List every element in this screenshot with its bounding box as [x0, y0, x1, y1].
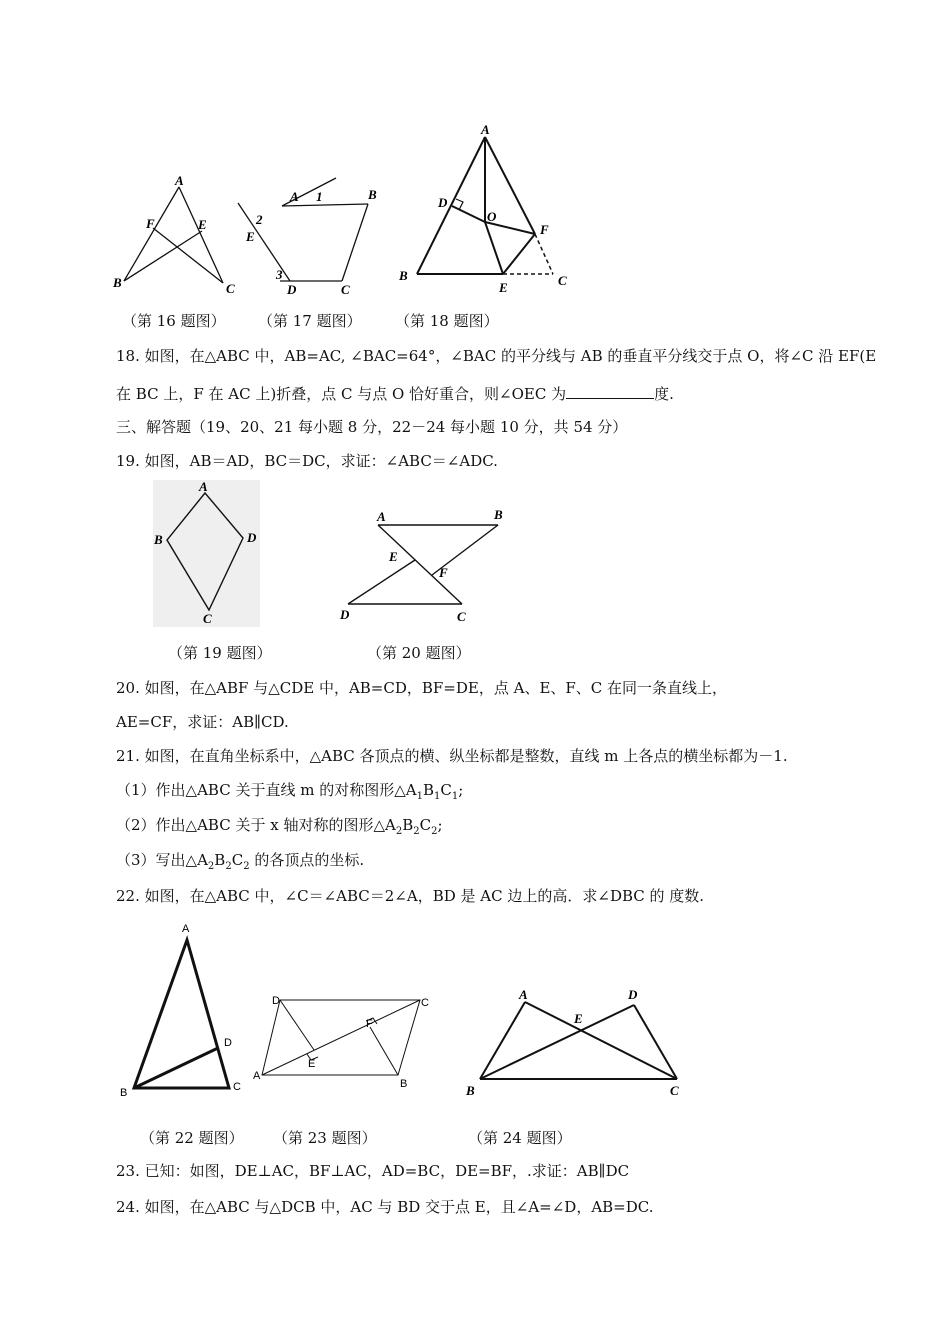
- label-c: C: [457, 609, 466, 624]
- label-d: D: [224, 1037, 232, 1049]
- q19-text: 19. 如图，AB＝AD，BC＝DC，求证：∠ABC＝∠ADC.: [116, 452, 498, 470]
- label-b: B: [494, 507, 503, 522]
- figure-23: [250, 990, 440, 1095]
- label-a: A: [519, 987, 528, 1002]
- caption-17: （第 17 题图）: [258, 312, 362, 330]
- q23-text: 23. 已知：如图，DE⊥AC，BF⊥AC，AD=BC，DE=BF，.求证：AB∥DC: [116, 1162, 630, 1180]
- label-d: D: [438, 195, 448, 210]
- answer-blank: [566, 384, 654, 399]
- figure-17: [230, 170, 390, 300]
- q21-part2: （2）作出△ABC 关于 x 轴对称的图形$\triangle A_2B_2C_2$;: [116, 816, 443, 837]
- label-c: C: [421, 997, 429, 1009]
- label-c: C: [670, 1083, 679, 1098]
- label-d: D: [340, 607, 350, 622]
- caption-20: （第 20 题图）: [367, 644, 471, 662]
- caption-16: （第 16 题图）: [122, 312, 226, 330]
- q24-text: 24. 如图，在△ABC 与△DCB 中，AC 与 BD 交于点 E，且∠A=∠D，AB=DC.: [116, 1198, 654, 1216]
- angle-2-label: 2: [256, 212, 263, 227]
- q20-line1: 20. 如图，在△ABF 与△CDE 中，AB=CD，BF=DE，点 A、E、F、C 在同一条直线上，: [116, 679, 728, 697]
- figure-20: [335, 505, 515, 630]
- label-e: E: [198, 217, 207, 232]
- label-e: E: [499, 280, 508, 295]
- label-d: D: [628, 987, 638, 1002]
- label-a: A: [481, 122, 490, 137]
- label-e: E: [389, 549, 398, 564]
- caption-18: （第 18 题图）: [395, 312, 499, 330]
- label-a: A: [199, 480, 208, 494]
- label-d: D: [247, 530, 257, 545]
- label-c: C: [233, 1081, 241, 1093]
- figure-22: [112, 918, 252, 1103]
- label-o: O: [487, 209, 497, 224]
- label-f: F: [439, 565, 448, 580]
- figure-18: [395, 122, 585, 300]
- label-e: E: [574, 1011, 583, 1026]
- label-b: B: [466, 1083, 475, 1098]
- angle-1-label: 1: [316, 189, 323, 204]
- q21-part1: （1）作出△ABC 关于直线 m 的对称图形$\triangle A_1B_1C_1$;: [116, 781, 464, 802]
- label-a: A: [175, 173, 184, 188]
- caption-22: （第 22 题图）: [140, 1129, 244, 1147]
- label-a: A: [182, 923, 190, 935]
- q21-stem: 21. 如图，在直角坐标系中，△ABC 各顶点的横、纵坐标都是整数，直线 m 上各点的横坐标都为－1.: [116, 747, 788, 765]
- label-f: F: [146, 216, 155, 231]
- caption-19: （第 19 题图）: [168, 644, 272, 662]
- label-b: B: [120, 1087, 128, 1099]
- label-d: D: [272, 995, 280, 1007]
- figure-16: [108, 170, 243, 300]
- label-c: C: [558, 273, 567, 288]
- label-b: B: [113, 275, 122, 290]
- label-a: A: [290, 189, 299, 204]
- q21-part3: （3）写出$\triangle A_2B_2C_2$ 的各顶点的坐标.: [116, 851, 365, 872]
- q18-line1: 18. 如图，在△ABC 中，AB=AC, ∠BAC=64°，∠BAC 的平分线与 AB 的垂直平分线交于点 O，将∠C 沿 EF(E: [116, 347, 877, 365]
- caption-23: （第 23 题图）: [273, 1129, 377, 1147]
- label-b: B: [399, 268, 408, 283]
- label-c: C: [341, 282, 350, 297]
- label-b: B: [400, 1078, 408, 1090]
- label-d: D: [287, 282, 297, 297]
- q20-line2: AE=CF，求证：AB∥CD.: [116, 713, 289, 731]
- label-c: C: [203, 611, 212, 626]
- label-b: B: [154, 532, 163, 547]
- label-a: A: [377, 509, 386, 524]
- label-c: C: [226, 281, 235, 296]
- label-a: A: [253, 1070, 261, 1082]
- angle-3-label: 3: [276, 267, 283, 282]
- figure-24: [460, 985, 690, 1100]
- label-f: F: [540, 222, 549, 237]
- label-f: F: [366, 1018, 373, 1030]
- q18-line2: 在 BC 上，F 在 AC 上)折叠，点 C 与点 O 恰好重合，则∠OEC 为 度.: [116, 385, 674, 403]
- caption-24: （第 24 题图）: [468, 1129, 572, 1147]
- section-heading: 三、解答题（19、20、21 每小题 8 分，22－24 每小题 10 分，共 54 分）: [116, 418, 628, 436]
- figure-19: [153, 480, 260, 627]
- label-b: B: [368, 187, 377, 202]
- q22-text: 22. 如图，在△ABC 中，∠C＝∠ABC＝2∠A，BD 是 AC 边上的高．求∠DBC 的 度数.: [116, 887, 705, 905]
- label-e: E: [308, 1058, 316, 1070]
- label-e: E: [246, 229, 255, 244]
